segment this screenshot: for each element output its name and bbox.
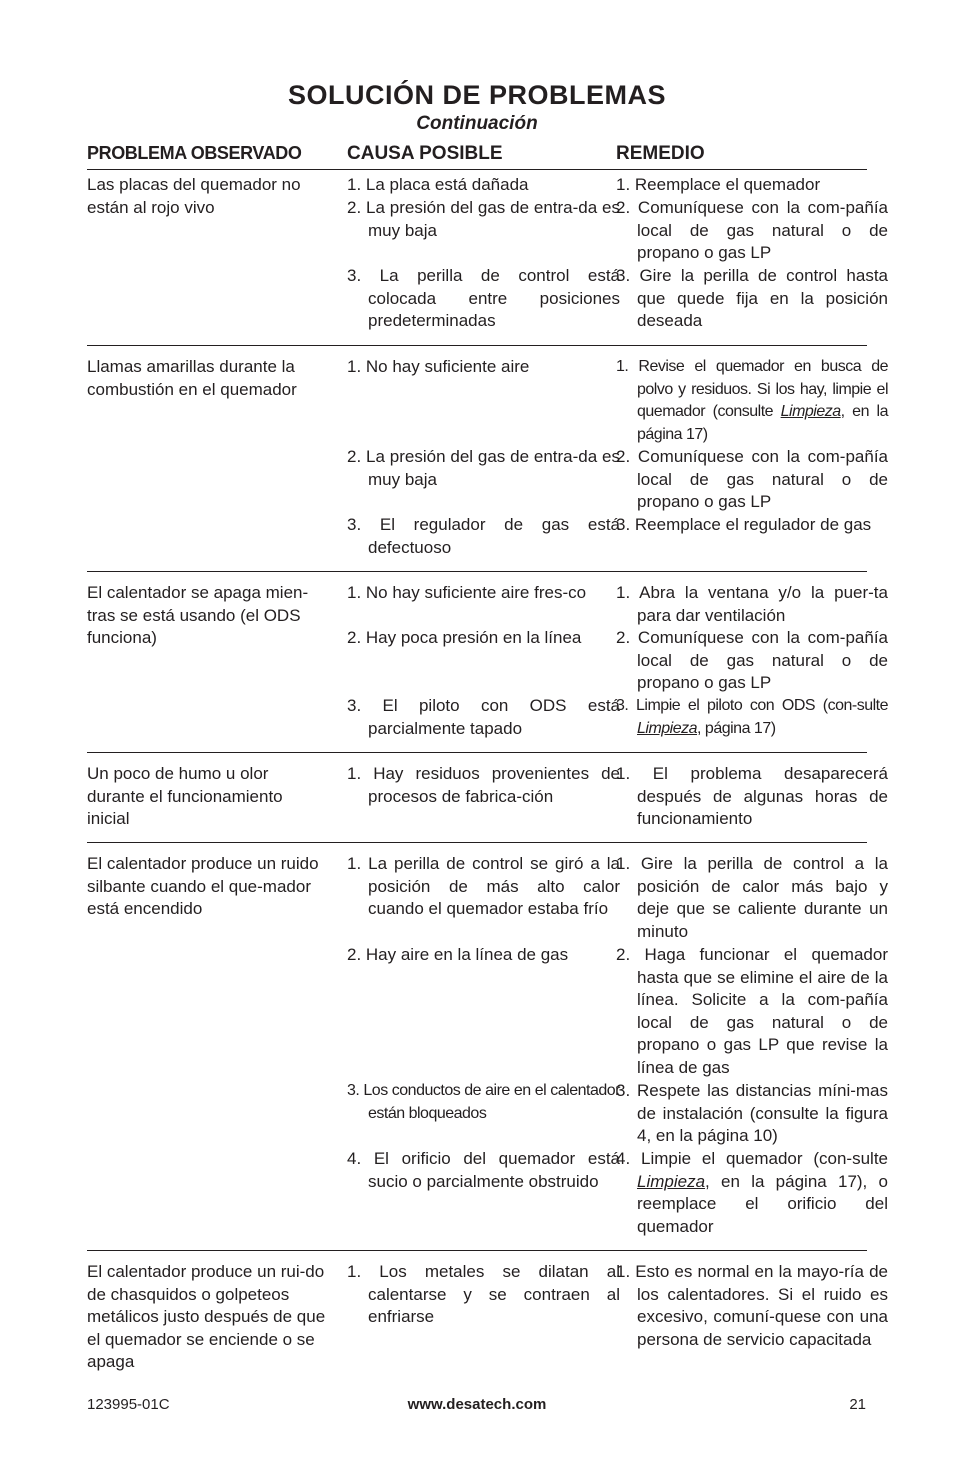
row-3-remedy-2: 2. Comuníquese con la com-pañía local de gas natural o de propano o gas LP (616, 628, 888, 693)
row-4-cause-1: 1. Hay residuos provenientes de procesos de fabrica-ción (347, 764, 620, 806)
website-link[interactable]: www.desatech.com (407, 1396, 547, 1413)
row-divider (87, 571, 867, 572)
row-6-problem: El calentador produce un rui-do de chasquidos o golpeteos metálicos justo después de que el quemador se enciende o se apaga (87, 1262, 326, 1372)
row-5-remedy-3: 3. Respete las distancias míni-mas de instalación (consulte la figura 4, en la página 10) (616, 1081, 888, 1146)
limpieza-link[interactable]: Limpieza (637, 1171, 706, 1191)
row-3-remedy-3: 3. Limpie el piloto con ODS (con-sulte Limpieza, página 17) (616, 697, 888, 737)
row-1-remedy-1: 1. Reemplace el quemador (616, 175, 821, 194)
row-5-cause-1: 1. La perilla de control se giró a la posición de más alto calor cuando el quemador estaba frío (347, 854, 620, 919)
limpieza-link[interactable]: Limpieza (780, 403, 841, 421)
row-6-remedy-1: 1. Esto es normal en la mayo-ría de los calentadores. Si el ruido es excesivo, comuní-quese con una persona de servicio capacitada (616, 1262, 888, 1349)
row-3-cause-3: 3. El piloto con ODS está parcialmente tapado (347, 696, 620, 738)
document-number: 123995-01C (87, 1396, 170, 1413)
row-5-remedy-2: 2. Haga funcionar el quemador hasta que se elimine el aire de la línea. Solicite a la com-pañía local de gas natural o de propano o gas LP que revise la línea de gas (616, 945, 888, 1077)
row-4-remedy-1: 1. El problema desaparecerá después de algunas horas de funcionamiento (616, 764, 888, 829)
row-5-cause-3: 3. Los conductos de aire en el calentador están bloqueados (347, 1082, 620, 1122)
row-1-remedy-3: 3. Gire la perilla de control hasta que quede fija en la posición deseada (616, 266, 888, 331)
row-1-cause-2: 2. La presión del gas de entra-da es muy baja (347, 198, 620, 240)
row-5-cause-2: 2. Hay aire en la línea de gas (347, 945, 569, 964)
row-divider (87, 1250, 867, 1251)
column-header-remedy: REMEDIO (616, 143, 705, 164)
row-2-cause-3: 3. El regulador de gas está defectuoso (347, 515, 620, 557)
row-1-cause-1: 1. La placa está dañada (347, 175, 529, 194)
row-2-problem: Llamas amarillas durante la combustión en el quemador (87, 357, 297, 399)
column-header-cause: CAUSA POSIBLE (347, 143, 503, 164)
limpieza-link[interactable]: Limpieza (637, 719, 698, 737)
row-3-cause-2: 2. Hay poca presión en la línea (347, 628, 582, 647)
row-3-cause-1: 1. No hay suficiente aire fres-co (347, 583, 587, 602)
row-divider (87, 345, 867, 346)
row-divider (87, 752, 867, 753)
column-header-problem: PROBLEMA OBSERVADO (87, 143, 302, 163)
row-3-problem: El calentador se apaga mien-tras se está usando (el ODS funciona) (87, 583, 309, 648)
header-rule (87, 169, 867, 170)
row-5-problem: El calentador produce un ruido silbante cuando el que-mador está encendido (87, 854, 319, 919)
row-3-remedy-1: 1. Abra la ventana y/o la puer-ta para dar ventilación (616, 583, 888, 625)
row-divider (87, 842, 867, 843)
page-subtitle: Continuación (416, 113, 538, 134)
row-2-remedy-3: 3. Reemplace el regulador de gas (616, 515, 872, 534)
page-number: 21 (849, 1396, 866, 1413)
row-1-remedy-2: 2. Comuníquese con la com-pañía local de gas natural o de propano o gas LP (616, 198, 888, 263)
row-5-remedy-1: 1. Gire la perilla de control a la posición de calor más bajo y deje que se caliente durante un minuto (616, 854, 888, 941)
row-2-cause-2: 2. La presión del gas de entra-da es muy baja (347, 447, 620, 489)
row-5-cause-4: 4. El orificio del quemador está sucio o parcialmente obstruido (347, 1149, 620, 1191)
row-2-remedy-2: 2. Comuníquese con la com-pañía local de gas natural o de propano o gas LP (616, 447, 888, 512)
row-6-cause-1: 1. Los metales se dilatan al calentarse y se contraen al enfriarse (347, 1262, 620, 1327)
row-4-problem: Un poco de humo u olor durante el funcionamiento inicial (87, 764, 283, 829)
row-1-cause-3: 3. La perilla de control está colocada entre posiciones predeterminadas (347, 266, 620, 331)
page-title: SOLUCIÓN DE PROBLEMAS (287, 80, 667, 110)
row-1-problem: Las placas del quemador no están al rojo vivo (87, 175, 301, 217)
row-5-remedy-4: 4. Limpie el quemador (con-sulte Limpieza, en la página 17), o reemplace el orificio del quemador (616, 1149, 888, 1236)
row-2-remedy-1: 1. Revise el quemador en busca de polvo y residuos. Si los hay, limpie el quemador (consulte Limpieza, en la página 17) (616, 358, 888, 443)
row-2-cause-1: 1. No hay suficiente aire (347, 357, 530, 376)
